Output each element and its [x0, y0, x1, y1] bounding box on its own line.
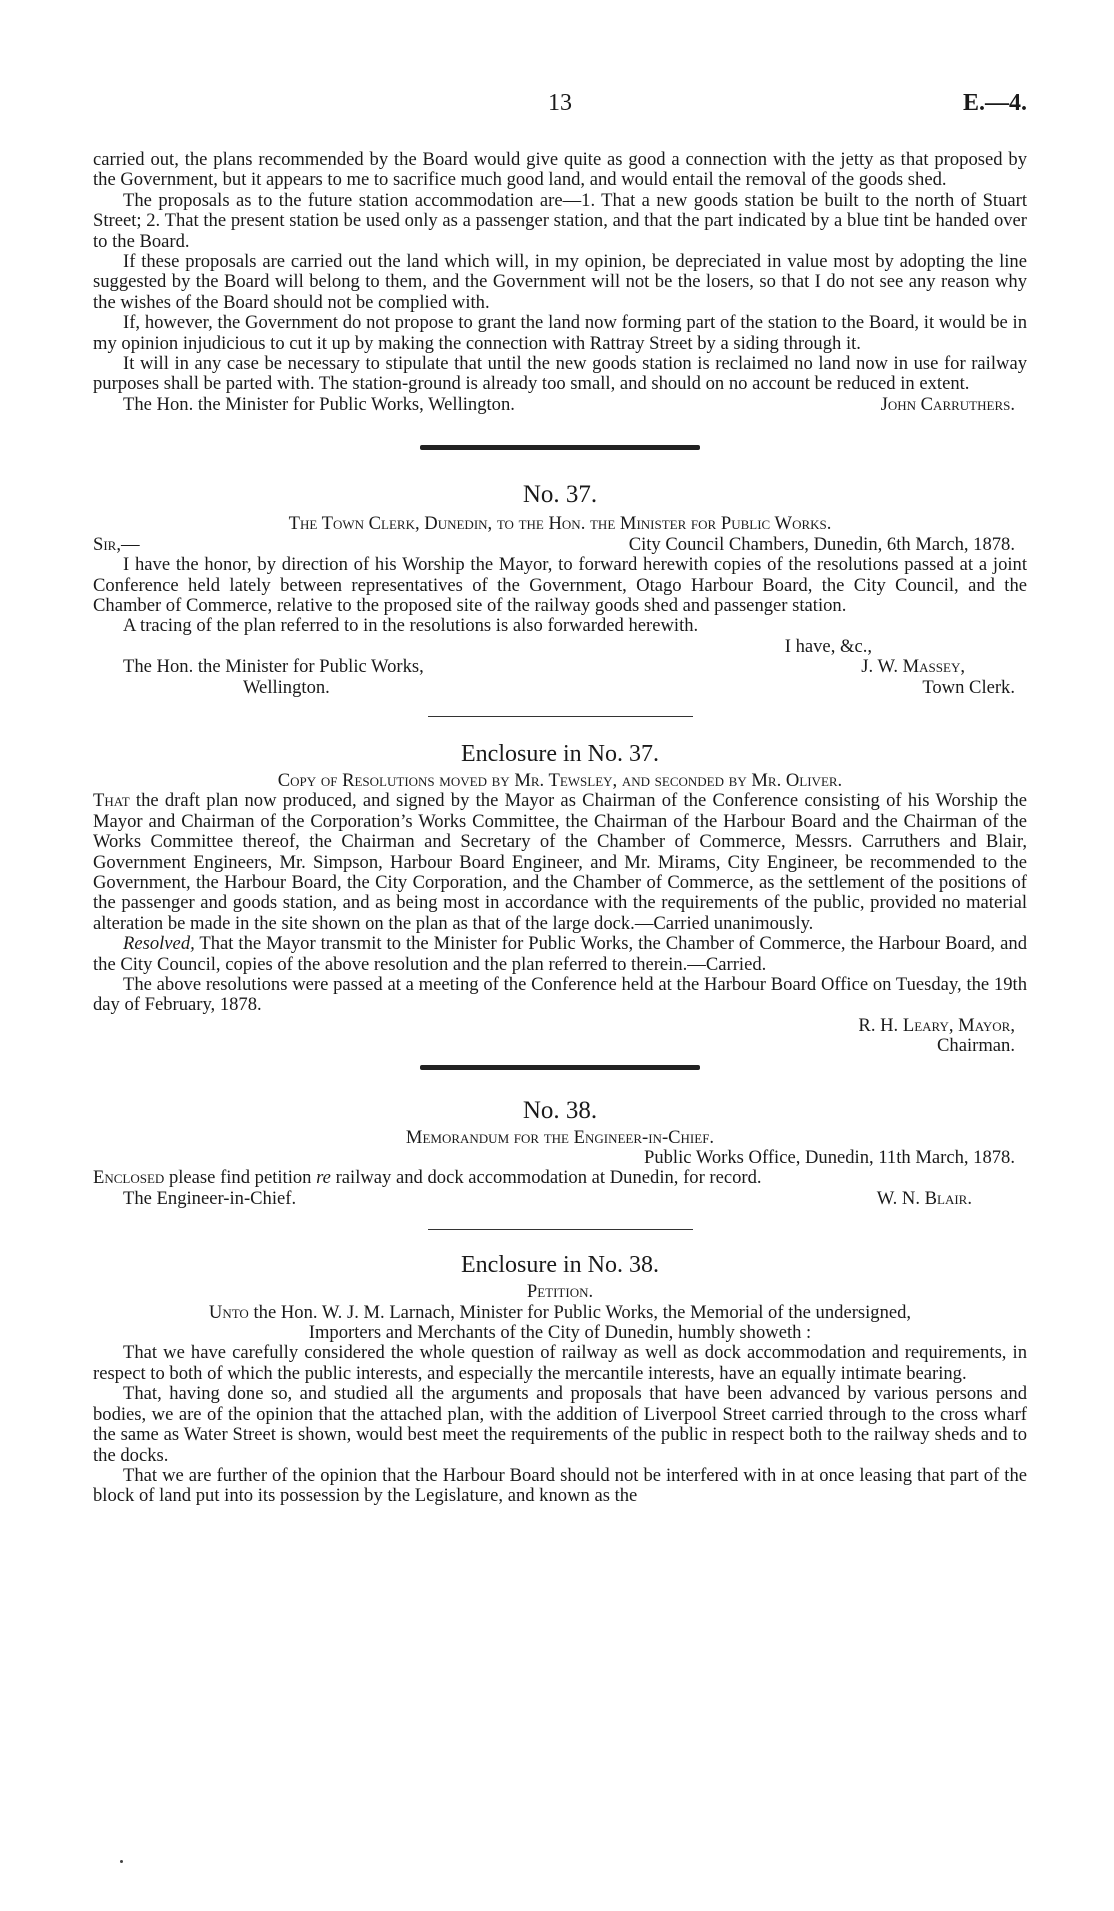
- paragraph: The above resolutions were passed at a meeting of the Conference held at the Harbour Board Office on Tuesday, the 19th day of February, 1878.: [93, 974, 1027, 1016]
- paragraph: [93, 1168, 1027, 1188]
- paragraph: [93, 791, 1027, 934]
- paragraph: I have the honor, by direction of his Worship the Mayor, to forward herewith copies of the resolutions passed at a joint Conference held lately between representatives of the Government, Otago Harbour Board, the City Council, and the Chamber of Commerce, relative to the proposed site of the railway goods shed and passenger station.: [93, 554, 1027, 616]
- paragraph: If, however, the Government do not propose to grant the land now forming part of the station to the Board, it would be in my opinion injudicious to cut it up by making the connection with Rattray Street by a siding through it.: [93, 312, 1027, 354]
- intro-text: the Hon. W. J. M. Larnach, Minister for Public Works, the Memorial of the undersigned,: [248, 1301, 912, 1323]
- resolved-word: Resolved,: [123, 933, 195, 955]
- section-divider: [420, 445, 700, 450]
- section-heading: No. 37.: [522, 481, 598, 509]
- signature-row: [123, 395, 1015, 415]
- paragraph: That we have carefully considered the whole question of railway as well as dock accommodation and requirements, in respect to both of which the public interests, and especially the mercantile interests, have an equally intimate bearing.: [93, 1342, 1027, 1384]
- signature: John Carruthers.: [880, 393, 1015, 415]
- enclosure-subtitle: Copy of Resolutions moved by Mr. Tewsley, and seconded by Mr. Oliver.: [277, 769, 843, 791]
- section-divider: [428, 716, 693, 717]
- signature-title: Town Clerk.: [922, 676, 1015, 698]
- paragraph: That we are further of the opinion that the Harbour Board should not be interfered with in at once leasing that part of the block of land put into its possession by the Legislature, and known as the: [93, 1464, 1027, 1507]
- paragraph-text: please find petition: [164, 1167, 317, 1189]
- paragraph: [93, 934, 1027, 975]
- letter-address: City Council Chambers, Dunedin, 6th March, 1878.: [628, 533, 1015, 555]
- page-header: [93, 0, 1027, 116]
- paragraph: A tracing of the plan referred to in the resolutions is also forwarded herewith.: [123, 615, 699, 637]
- signature: W. N. Blair.: [876, 1187, 972, 1209]
- memo-no-38: [93, 1096, 1027, 1210]
- lead-word: Unto: [208, 1301, 249, 1323]
- letter-title: The Town Clerk, Dunedin, to the Hon. the Minister for Public Works.: [288, 513, 832, 535]
- addressee: The Engineer-in-Chief.: [123, 1187, 297, 1209]
- latin-word: re: [316, 1167, 331, 1189]
- page-number: 13: [548, 90, 572, 116]
- signature-title: Chairman.: [937, 1035, 1015, 1057]
- addressee: The Hon. the Minister for Public Works,: [123, 656, 424, 678]
- petition-intro: [93, 1303, 1027, 1323]
- lead-word: Enclosed: [93, 1167, 165, 1189]
- document-code: E.—4.: [962, 90, 1027, 116]
- paragraph: If these proposals are carried out the land which will, in my opinion, be depreciated in value most by adopting the line suggested by the Board will belong to them, and the Government will not be the losers, so that I do not see any reason why the wishes of the Board should not be complied with.: [93, 251, 1027, 313]
- petition-intro-line2: Importers and Merchants of the City of Dunedin, humbly showeth :: [308, 1322, 812, 1344]
- page-mark: [120, 1860, 123, 1863]
- document-page: [93, 0, 1027, 1507]
- enclosure-37: [93, 739, 1027, 1057]
- top-letter: [93, 150, 1027, 415]
- closing: I have, &c.,: [784, 635, 872, 657]
- memo-address: Public Works Office, Dunedin, 11th March, 1878.: [643, 1147, 1015, 1169]
- petition-title: Petition.: [526, 1281, 594, 1303]
- salutation-row: [93, 535, 1015, 555]
- signature-row: [243, 678, 1015, 698]
- paragraph: It will in any case be necessary to stipulate that until the new goods station is reclaimed no land now in use for railway purposes shall be parted with. The station-ground is already too small, and should on no account be reduced in extent.: [93, 353, 1027, 395]
- signature: R. H. Leary, Mayor,: [858, 1014, 1015, 1036]
- paragraph: The proposals as to the future station accommodation are—1. That a new goods station be built to the north of Stuart Street; 2. That the present station be used only as a passenger station, and that the part indicated by a blue tint be handed over to the Board.: [93, 189, 1027, 252]
- section-heading: Enclosure in No. 38.: [461, 1252, 659, 1279]
- paragraph-text: That the Mayor transmit to the Minister for Public Works, the Chamber of Commerce, the Harbour Board, and the City Council, copies of the above resolution and the plan referred to therein.—Carried.: [93, 933, 1027, 975]
- signature-row: [123, 1189, 972, 1209]
- section-divider: [420, 1065, 700, 1070]
- addressee: The Hon. the Minister for Public Works, Wellington.: [123, 393, 515, 415]
- salutation: Sir,—: [93, 533, 140, 555]
- addressee: Wellington.: [243, 676, 330, 698]
- signature: J. W. Massey,: [861, 656, 965, 678]
- paragraph: That, having done so, and studied all the arguments and proposals that have been advanced by various persons and bodies, we are of the opinion that the attached plan, with the addition of Liverpool Street carried through to the cross wharf the same as Water Street is shown, would best meet the requirements of the public in respect both to the railway sheds and to the docks.: [93, 1383, 1027, 1466]
- section-heading: No. 38.: [522, 1096, 598, 1124]
- letter-no-37: [93, 480, 1027, 698]
- enclosure-38: [93, 1250, 1027, 1506]
- section-divider: [428, 1229, 693, 1230]
- paragraph: carried out, the plans recommended by the Board would give quite as good a connection with the jetty as that proposed by the Government, but it appears to me to sacrifice much good land, and would entail the removal of the goods shed.: [93, 149, 1027, 191]
- paragraph-text: railway and dock accommodation at Dunedin, for record.: [330, 1167, 762, 1189]
- paragraph-text: the draft plan now produced, and signed by the Mayor as Chairman of the Conference consisting of his Worship the Mayor and Chairman of the Corporation’s Works Committee, the Chairman of the Harbour Board and the Chairman of the Works Committee thereof, the Chairman and Secretary of the Chamber of Commerce, Messrs. Carruthers and Blair, Government Engineers, Mr. Simpson, Harbour Board Engineer, and Mr. Mirams, City Engineer, be recommended to the Government, the Harbour Board, the City Corporation, and the Chamber of Commerce, as the settlement of the positions of the passenger and goods station, and as being most in accordance with the requirements of the public, provided no material alteration be made in the site shown on the plan as that of the large dock.—Carried unanimously.: [93, 790, 1027, 934]
- memo-title: Memorandum for the Engineer-in-Chief.: [405, 1126, 715, 1148]
- lead-word: That: [93, 790, 130, 812]
- signature-row: [123, 657, 1015, 677]
- section-heading: Enclosure in No. 37.: [461, 740, 659, 767]
